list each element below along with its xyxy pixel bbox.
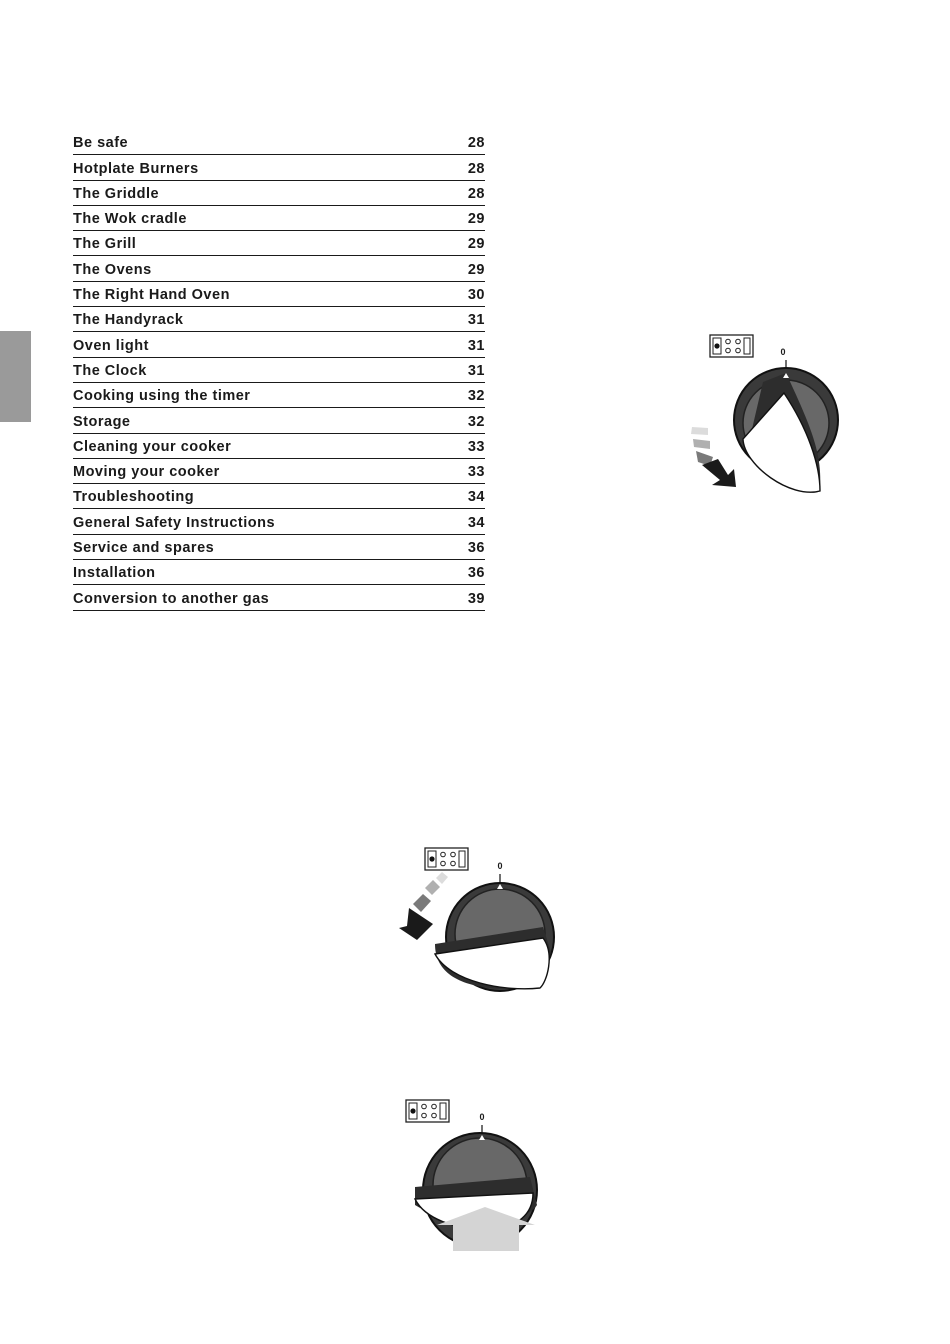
- toc-entry[interactable]: [73, 509, 485, 534]
- toc-entry-title: Service and spares: [73, 540, 215, 557]
- toc-entry-page: 30: [467, 287, 485, 304]
- toc-entry-page: 31: [467, 312, 485, 329]
- toc-entry-page: 33: [467, 464, 485, 481]
- toc-entry-title: Hotplate Burners: [73, 160, 199, 177]
- toc-entry-page: 39: [467, 590, 485, 607]
- section-tab: [0, 331, 31, 422]
- toc-entry-title: Cooking using the timer: [73, 388, 251, 405]
- toc-entry[interactable]: [73, 560, 485, 585]
- toc-entry[interactable]: [73, 206, 485, 231]
- toc-entry[interactable]: [73, 484, 485, 509]
- toc-entry-page: 28: [467, 185, 485, 202]
- toc-entry[interactable]: [73, 231, 485, 256]
- toc-entry-title: Cleaning your cooker: [73, 438, 232, 455]
- toc-entry-title: Oven light: [73, 337, 149, 354]
- toc-entry-title: Storage: [73, 413, 131, 430]
- toc-entry-title: Conversion to another gas: [73, 590, 270, 607]
- toc-entry[interactable]: [73, 585, 485, 610]
- toc-entry-title: The Griddle: [73, 185, 160, 202]
- hob-indicator-icon: [406, 1100, 449, 1122]
- toc-entry[interactable]: [73, 459, 485, 484]
- toc-entry[interactable]: [73, 332, 485, 357]
- toc-entry-page: 34: [467, 514, 485, 531]
- rotate-clockwise-arrow-icon: [691, 427, 736, 487]
- toc-entry-title: The Handyrack: [73, 312, 184, 329]
- toc-entry-page: 36: [467, 565, 485, 582]
- toc-entry-page: 28: [467, 160, 485, 177]
- toc-entry-page: 34: [467, 489, 485, 506]
- toc-entry-page: 33: [467, 438, 485, 455]
- toc-entry-title: The Grill: [73, 236, 137, 253]
- toc-entry-page: 29: [467, 236, 485, 253]
- toc-entry-title: Troubleshooting: [73, 489, 195, 506]
- toc-entry[interactable]: [73, 358, 485, 383]
- toc-entry-page: 29: [467, 211, 485, 228]
- toc-entry[interactable]: [73, 434, 485, 459]
- toc-entry[interactable]: [73, 307, 485, 332]
- toc-entry-page: 32: [467, 388, 485, 405]
- toc-entry-title: The Ovens: [73, 261, 152, 278]
- toc-entry-page: 29: [467, 261, 485, 278]
- toc-entry[interactable]: [73, 408, 485, 433]
- toc-entry-title: General Safety Instructions: [73, 514, 276, 531]
- hob-indicator-icon: [710, 335, 753, 357]
- knob-figure-turned: [680, 325, 860, 505]
- toc-entry-title: Installation: [73, 565, 156, 582]
- toc-entry-page: 31: [467, 362, 485, 379]
- toc-entry[interactable]: [73, 181, 485, 206]
- table-of-contents: [73, 130, 485, 611]
- toc-entry-title: The Clock: [73, 362, 147, 379]
- knob-figure-anticlockwise: [395, 842, 565, 997]
- toc-entry[interactable]: [73, 383, 485, 408]
- toc-entry[interactable]: [73, 256, 485, 281]
- toc-entry[interactable]: [73, 282, 485, 307]
- toc-entry-title: Moving your cooker: [73, 464, 220, 481]
- toc-entry[interactable]: [73, 155, 485, 180]
- off-position-label: 0: [780, 347, 786, 357]
- toc-entry-title: Be safe: [73, 135, 129, 152]
- rotate-anticlockwise-arrow-icon: [399, 872, 448, 940]
- hob-indicator-icon: [425, 848, 468, 870]
- toc-entry-title: The Wok cradle: [73, 211, 187, 228]
- toc-entry[interactable]: [73, 130, 485, 155]
- off-position-label: 0: [497, 861, 503, 871]
- knob-figure-push: [395, 1095, 555, 1255]
- toc-entry[interactable]: [73, 535, 485, 560]
- toc-entry-page: 36: [467, 540, 485, 557]
- toc-entry-title: The Right Hand Oven: [73, 287, 230, 304]
- off-position-label: 0: [479, 1112, 485, 1122]
- toc-entry-page: 32: [467, 413, 485, 430]
- toc-entry-page: 31: [467, 337, 485, 354]
- toc-entry-page: 28: [467, 135, 485, 152]
